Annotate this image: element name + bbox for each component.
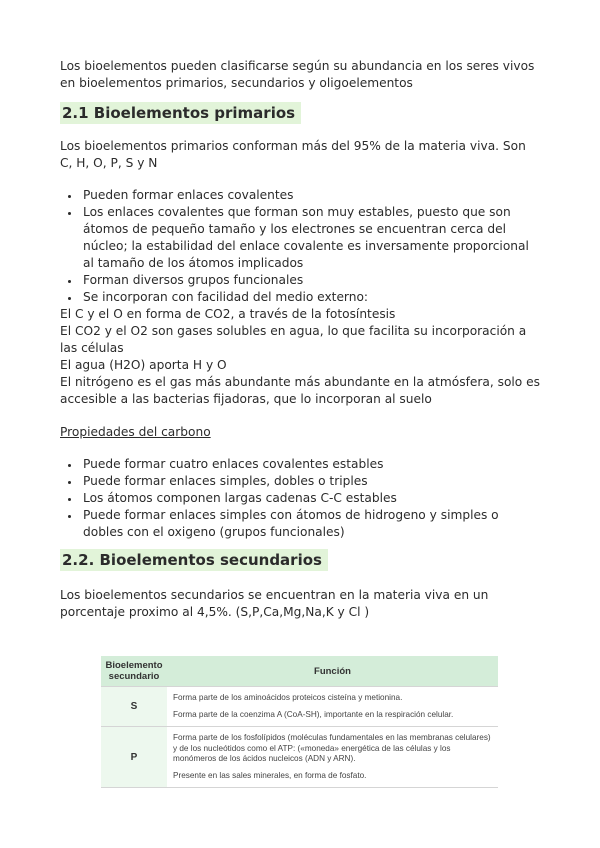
list-item: • Los enlaces covalentes que forman son muy estables, puesto que son átomos de pequeño tamaño y los electrones se encuentran cerca del núcleo; la estabilidad del enlace covalente es inversamente proporcional al tamaño de los átomos implicados xyxy=(81,204,540,272)
list-item: • Los átomos componen largas cadenas C-C estables xyxy=(81,490,540,507)
list-item: • Se incorporan con facilidad del medio externo: xyxy=(81,289,540,306)
list-item: • Puede formar enlaces simples con átomos de hidrogeno y simples o dobles con el oxigeno (grupos funcionales) xyxy=(81,507,540,541)
element-cell: P xyxy=(101,727,167,788)
document-page xyxy=(60,58,540,621)
section-heading-primarios: 2.1 Bioelementos primarios xyxy=(60,102,540,124)
table-row xyxy=(101,727,498,788)
primarios-paragraph: Los bioelementos primarios conforman más del 95% de la materia viva. Son C, H, O, P, S y N xyxy=(60,139,526,170)
list-item: • Puede formar cuatro enlaces covalentes estables xyxy=(81,456,540,473)
list-item: • Forman diversos grupos funcionales xyxy=(81,272,540,289)
secondary-elements-table xyxy=(101,656,498,788)
text-line: El C y el O en forma de CO2, a través de la fotosíntesis xyxy=(60,307,396,321)
function-cell: Forma parte de los fosfolípidos (moléculas fundamentales en las membranas celulares) y de los nucleótidos como el ATP: («moneda» energética de las células y los monómeros de los ácidos nucleicos (ADN y ARN). Presente en las sales minerales, en forma de fosfato. xyxy=(167,727,498,788)
text-line: El agua (H2O) aporta H y O xyxy=(60,358,227,372)
secundarios-paragraph: Los bioelementos secundarios se encuentran en la materia viva en un porcentaje proximo al 4,5%. (S,P,Ca,Mg,Na,K y Cl ) xyxy=(60,588,489,619)
table-row xyxy=(101,687,498,727)
section-heading-secundarios: 2.2. Bioelementos secundarios xyxy=(60,549,540,571)
element-cell: S xyxy=(101,687,167,727)
carbon-properties-title: Propiedades del carbono xyxy=(60,425,211,439)
carbon-bullet-list xyxy=(60,456,540,541)
text-line: El CO2 y el O2 son gases solubles en agua, lo que facilita su incorporación a las células xyxy=(60,324,527,355)
table-header-function: Función xyxy=(167,656,498,687)
primarios-bullet-list xyxy=(60,187,540,306)
intro-paragraph: Los bioelementos pueden clasificarse según su abundancia en los seres vivos en bioelementos primarios, secundarios y oligoelementos xyxy=(60,59,535,90)
function-cell: Forma parte de los aminoácidos proteicos cisteína y metionina. Forma parte de la coenzima A (CoA-SH), importante en la respiración celular. xyxy=(167,687,498,727)
text-line: El nitrógeno es el gas más abundante más abundante en la atmósfera, solo es accesible a las bacterias fijadoras, que lo incorporan al suelo xyxy=(60,375,540,406)
list-item: • Puede formar enlaces simples, dobles o triples xyxy=(81,473,540,490)
table-header-element: Bioelemento secundario xyxy=(101,656,167,687)
list-item: • Pueden formar enlaces covalentes xyxy=(81,187,540,204)
